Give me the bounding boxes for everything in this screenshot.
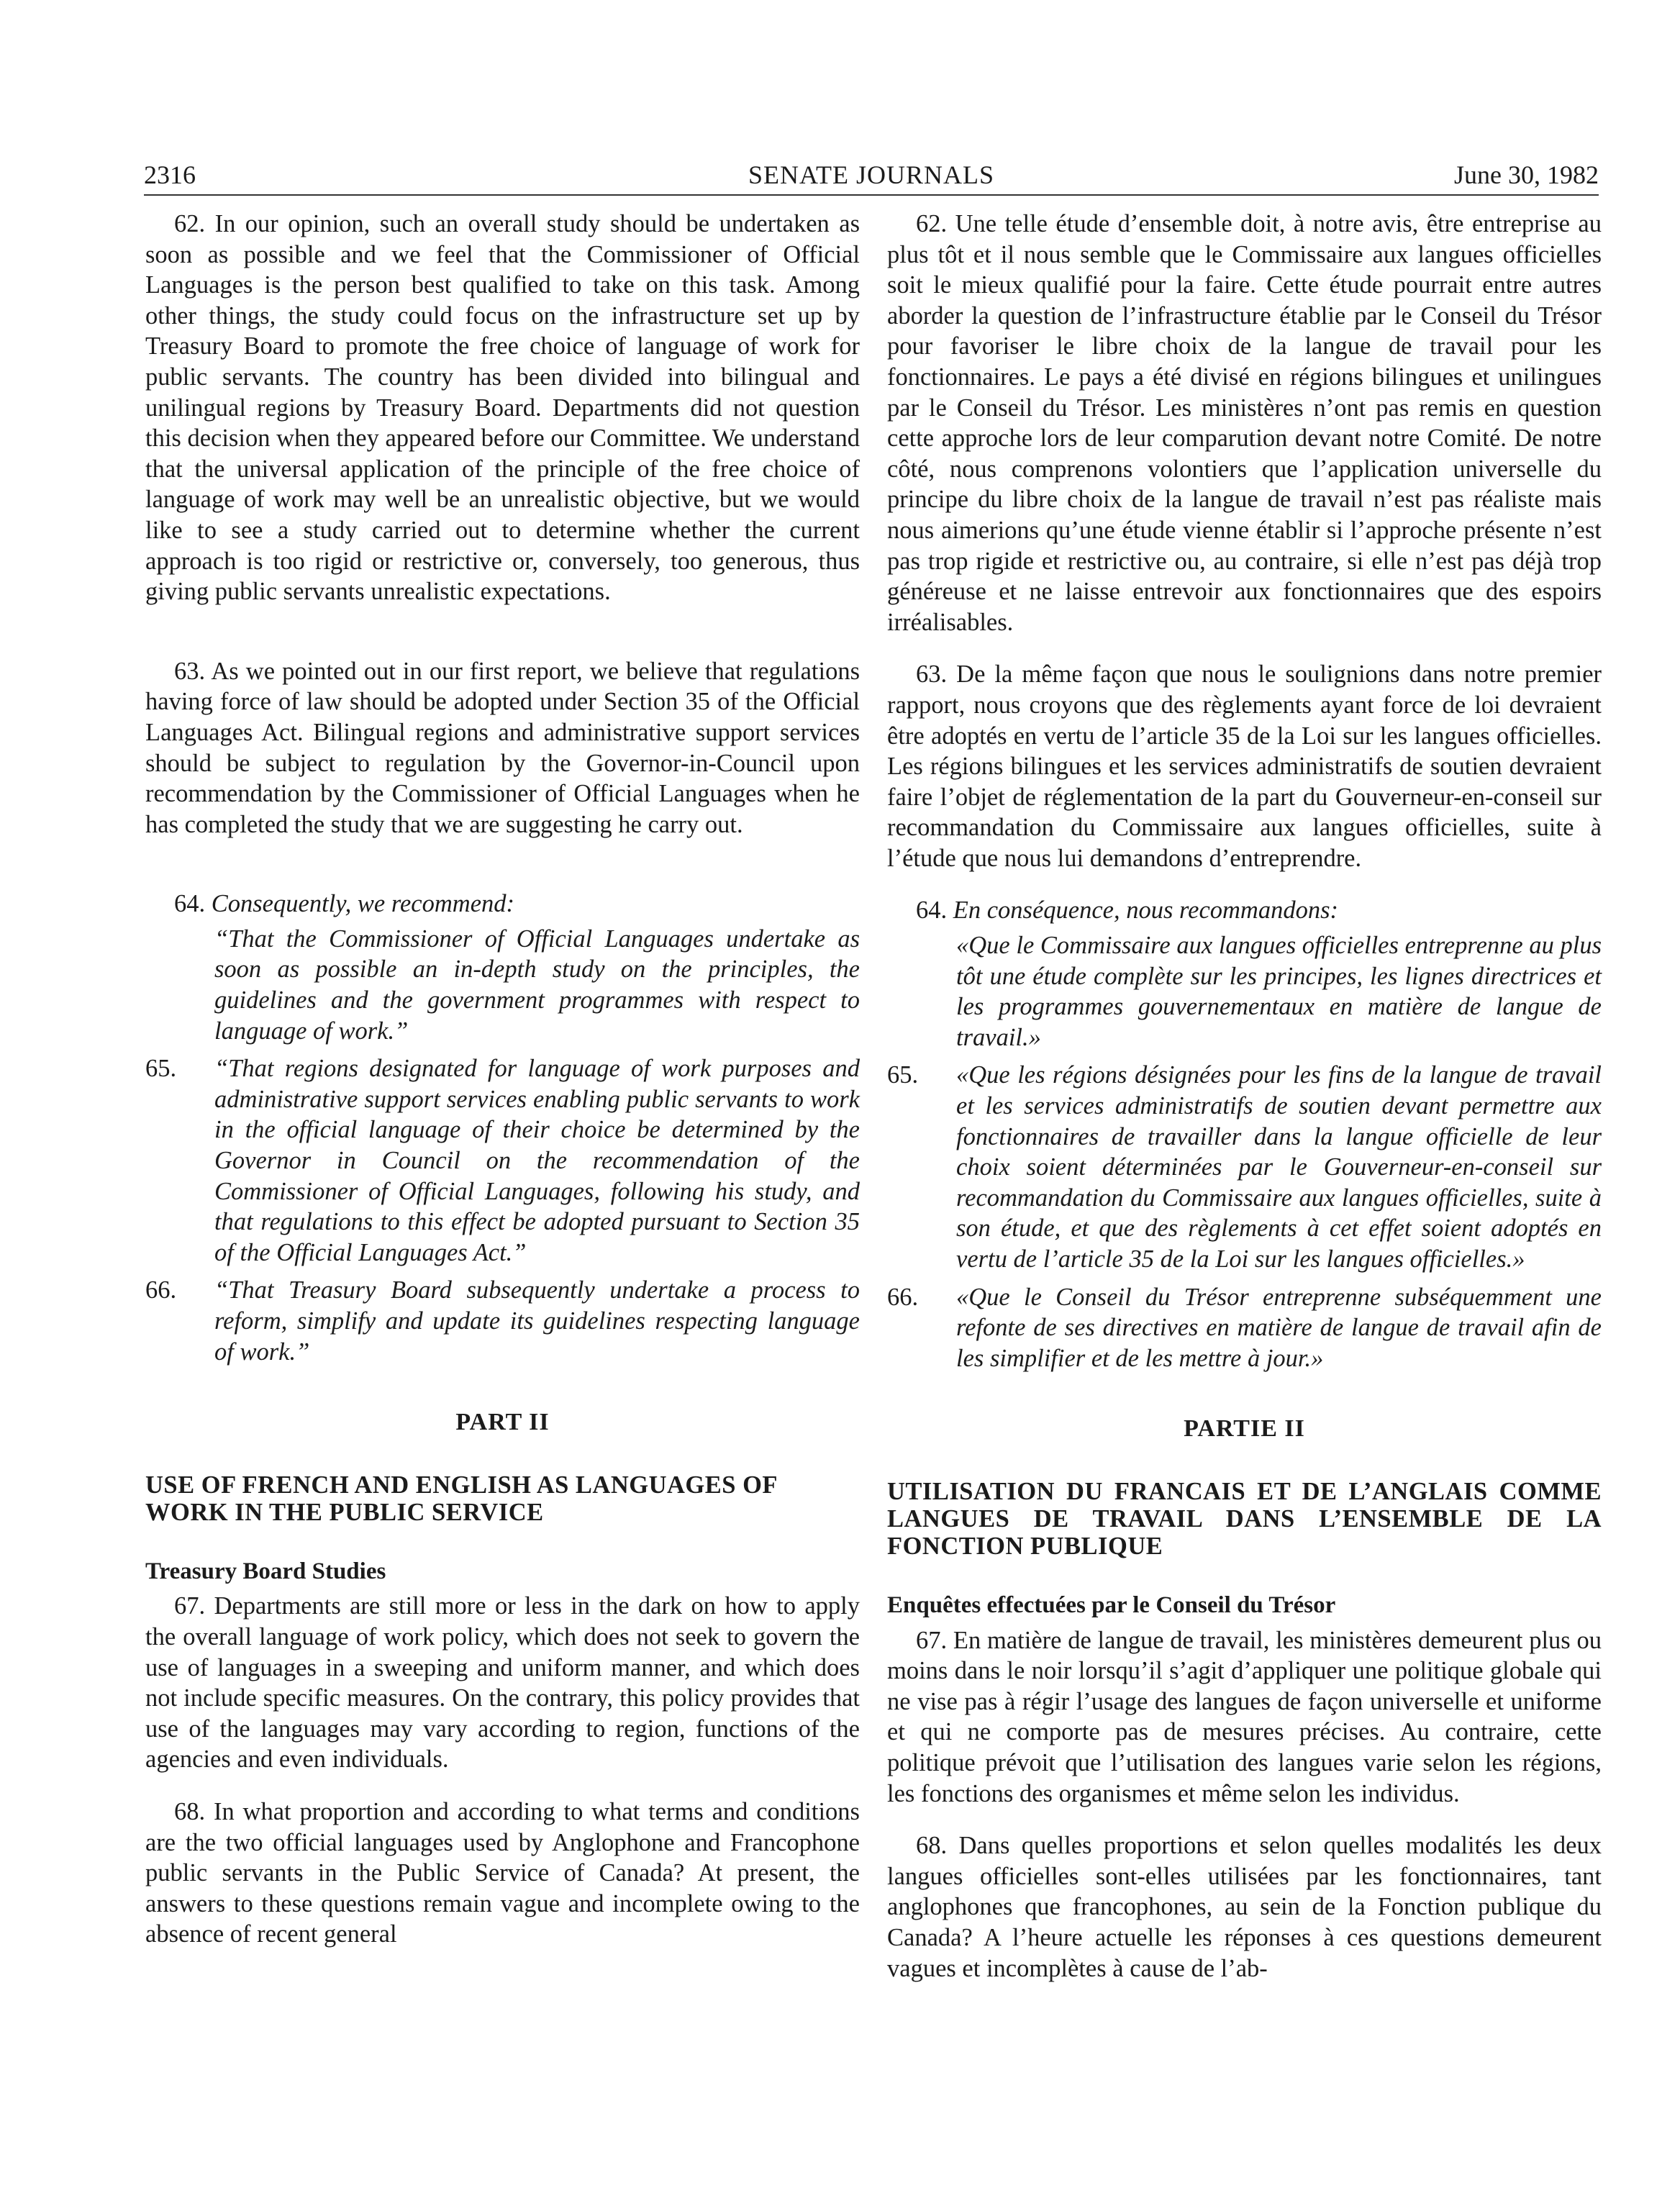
paragraph-63-en: 63. As we pointed out in our first report, we believe that regulations having force of law should be adopted under Section 35 of the Official Languages Act. Bilingual regions and administrative support services should be subject to regulation by the Governor-in-Council upon recommendation by the Commissioner of Official Languages when he has completed the study that we are suggesting he carry out.	[145, 657, 860, 838]
recommendation-66-fr	[887, 1282, 1602, 1374]
recommendation-intro-en	[145, 889, 860, 920]
part-heading-en: PART II	[455, 1409, 550, 1436]
paragraph-67-en: 67. Departments are still more or less in the dark on how to apply the overall language of work policy, which does not seek to govern the use of languages in a sweeping and uniform manner, and which does not include specific measures. On the contrary, this policy provides that use of the languages may vary according to region, functions of the agencies and even individuals.	[145, 1592, 860, 1774]
paragraph-65-number-en: 65.	[145, 1055, 177, 1083]
recommendation-lead-en: Consequently, we recommend:	[211, 890, 514, 918]
paragraph-65-number-fr: 65.	[887, 1061, 919, 1089]
section-heading-en: USE OF FRENCH AND ENGLISH AS LANGUAGES OF WORK IN THE PUBLIC SERVICE	[145, 1471, 777, 1526]
page-number: 2316	[144, 160, 196, 189]
recommendation-66-text-fr: «Que le Conseil du Trésor entreprenne subséquemment une refonte de ses directives en matière de langue de travail afin de les simplifier et de les mettre à jour.»	[956, 1283, 1602, 1372]
recommendation-65-en	[145, 1053, 860, 1268]
paragraph-68-fr: 68. Dans quelles proportions et selon quelles modalités les deux langues officielles sont-elles utilisées par les fonctionnaires, tant anglophones que francophones, au sein de la Fonction publique du Canada? A l’heure actuelle les réponses à ces questions demeurent vagues et incomplètes à cause de l’ab-	[887, 1832, 1602, 1982]
paragraph-63-fr: 63. De la même façon que nous le soulignions dans notre premier rapport, nous croyons que des règlements ayant force de loi devraient être adoptés en vertu de l’article 35 de la Loi sur les langues officielles. Les régions bilingues et les services administratifs de soutien devraient faire l’objet de réglementation de la part du Gouverneur-en-conseil sur recommandation du Commissaire aux langues officielles, suite à l’étude que nous lui demandons d’entreprendre.	[887, 660, 1602, 872]
subheading-en: Treasury Board Studies	[145, 1558, 386, 1584]
recommendation-66-en	[145, 1275, 860, 1367]
paragraph-62-en: 62. In our opinion, such an overall study should be undertaken as soon as possible and we feel that the Commissioner of Official Languages is the person best qualified to take on this task. Among other things, the study could focus on the infrastructure set up by Treasury Board to promote the free choice of language of work for public servants. The country has been divided into bilingual and unilingual regions by Treasury Board. Departments did not question this decision when they appeared before our Committee. We understand that the universal application of the principle of the free choice of language of work may well be an unrealistic objective, but we would like to see a study carried out to determine whether the current approach is too rigid or restrictive or, conversely, too generous, thus giving public servants unrealistic expectations.	[145, 210, 860, 606]
paragraph-64-number-fr: 64.	[916, 896, 948, 925]
paragraph-66-number-fr: 66.	[887, 1283, 919, 1311]
journal-title: SENATE JOURNALS	[748, 160, 995, 189]
recommendation-66-text-en: “That Treasury Board subsequently undertake a process to reform, simplify and update its guidelines respecting language of work.”	[214, 1276, 860, 1366]
paragraph-66-number-en: 66.	[145, 1276, 177, 1304]
paragraph-67-fr: 67. En matière de langue de travail, les ministères demeurent plus ou moins dans le noir lorsqu’il s’agit d’appliquer une politique globale qui ne vise pas à régir l’usage des langues de façon universelle et uniforme et qui ne comporte pas de mesures précises. Au contraire, cette politique prévoit que l’utilisation des langues varie selon les régions, les fonctions des organismes et même selon les individus.	[887, 1626, 1602, 1807]
paragraph-64-number-en: 64.	[174, 890, 206, 918]
part-heading-fr: PARTIE II	[1184, 1415, 1305, 1443]
recommendation-64-en: “That the Commissioner of Official Languages undertake as soon as possible an in-depth study on the principles, the guidelines and the government programmes with respect to language of work.”	[214, 925, 860, 1045]
recommendation-65-fr	[887, 1060, 1602, 1274]
section-heading-fr: UTILISATION DU FRANCAIS ET DE L’ANGLAIS COMME LANGUES DE TRAVAIL DANS L’ENSEMBLE DE LA FONCTION PUBLIQUE	[887, 1477, 1602, 1560]
recommendation-65-text-fr: «Que les régions désignées pour les fins de la langue de travail et les services administratifs de soutien devant permettre aux fonctionnaires de travailler dans la langue officielle de leur choix soient déterminées par le Gouverneur-en-conseil sur recommandation du Commissaire aux langues officielles, suite à son étude, et que des règlements à cet effet soient adoptés en vertu de l’article 35 de la Loi sur les langues officielles.»	[956, 1061, 1602, 1273]
journal-date: June 30, 1982	[1454, 160, 1599, 189]
english-column	[145, 209, 860, 1950]
recommendation-64-fr: «Que le Commissaire aux langues officielles entreprenne au plus tôt une étude complète sur les principes, les lignes directrices et les programmes gouvernementaux en matière de langue de travail.»	[956, 932, 1602, 1051]
paragraph-62-fr: 62. Une telle étude d’ensemble doit, à notre avis, être entreprise au plus tôt et il nous semble que le Commissaire aux langues officielles soit le mieux qualifié pour la faire. Cette étude pourrait entre autres aborder la question de l’infrastructure établie par le Conseil du Trésor pour favoriser le libre choix de la langue de travail pour les fonctionnaires. Le pays a été divisé en régions bilingues et unilingues par le Conseil du Trésor. Les ministères n’ont pas remis en question cette approche lors de leur comparution devant notre Comité. De notre côté, nous comprenons volontiers que l’application universelle du principe du libre choix de la langue de travail n’est pas réaliste mais nous aimerions qu’une étude vienne établir si l’approche présente n’est pas trop rigide et restrictive ou, au contraire, si elle n’est pas déjà trop généreuse et ne laisse entrevoir aux fonctionnaires que des espoirs irréalisables.	[887, 210, 1602, 636]
recommendation-65-text-en: “That regions designated for language of work purposes and administrative support services enabling public servants to work in the official language of their choice be determined by the Governor in Council on the recommendation of the Commissioner of Official Languages, following his study, and that regulations to this effect be adopted pursuant to Section 35 of the Official Languages Act.”	[214, 1055, 860, 1266]
french-column	[887, 209, 1602, 1984]
subheading-fr: Enquêtes effectuées par le Conseil du Trésor	[887, 1592, 1336, 1618]
page-header	[144, 157, 1599, 196]
recommendation-lead-fr: En conséquence, nous recommandons:	[953, 896, 1339, 925]
recommendation-intro-fr	[887, 895, 1602, 926]
paragraph-68-en: 68. In what proportion and according to what terms and conditions are the two official languages used by Anglophone and Francophone public servants in the Public Service of Canada? At present, the answers to these questions remain vague and incomplete owing to the absence of recent general	[145, 1797, 860, 1948]
